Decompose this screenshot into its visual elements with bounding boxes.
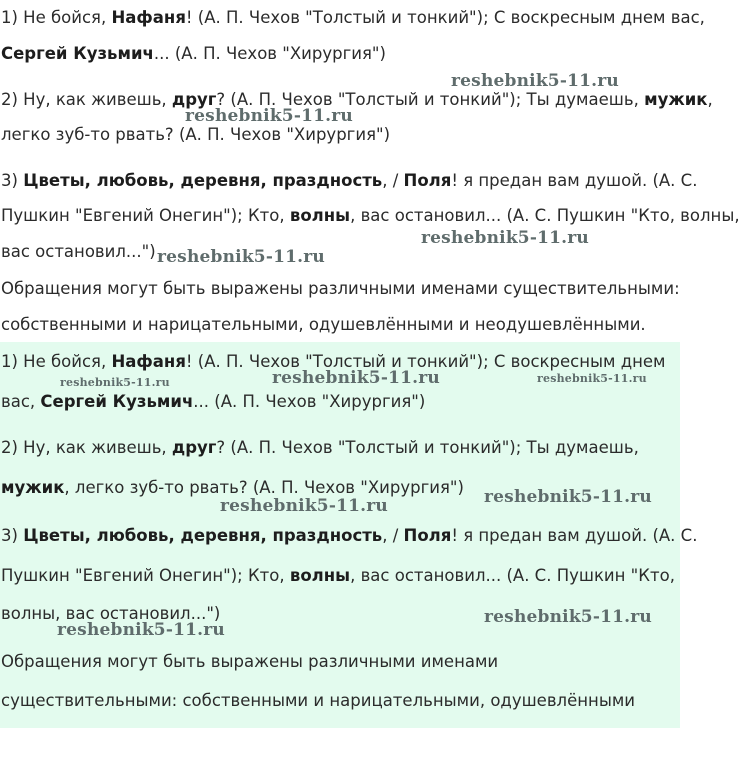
watermark: reshebnik5-11.ru: [451, 71, 619, 91]
text-line: 1) Не бойся, Нафаня! (А. П. Чехов "Толстый и тонкий"); С воскресным днем вас,: [1, 8, 705, 27]
text-line: Обращения могут быть выражены различными именами существительными:: [1, 279, 680, 298]
answer-section: [0, 342, 698, 728]
watermark: reshebnik5-11.ru: [537, 372, 647, 385]
text-line: мужик, легко зуб-то рвать? (А. П. Чехов "Хирургия"): [1, 478, 464, 497]
text-line: 2) Ну, как живешь, друг? (А. П. Чехов "Толстый и тонкий"); Ты думаешь, мужик,: [1, 90, 713, 109]
text-line: собственными и нарицательными, одушевлёнными и неодушевлёнными.: [1, 315, 646, 334]
watermark: reshebnik5-11.ru: [421, 228, 589, 248]
watermark: reshebnik5-11.ru: [484, 607, 652, 627]
text-line: легко зуб-то рвать? (А. П. Чехов "Хирургия"): [1, 125, 391, 144]
exercise-text-section: [0, 0, 740, 342]
text-line: Обращения могут быть выражены различными именами: [1, 652, 499, 671]
text-line: 3) Цветы, любовь, деревня, праздность, / Поля! я предан вам душой. (А. С.: [1, 171, 698, 190]
text-line: вас, Сергей Кузьмич... (А. П. Чехов "Хирургия"): [1, 392, 426, 411]
watermark: reshebnik5-11.ru: [220, 496, 388, 516]
text-line: Сергей Кузьмич... (А. П. Чехов "Хирургия"): [1, 44, 386, 63]
watermark: reshebnik5-11.ru: [484, 487, 652, 507]
watermark: reshebnik5-11.ru: [185, 106, 353, 126]
watermark: reshebnik5-11.ru: [60, 376, 170, 389]
watermark: reshebnik5-11.ru: [272, 368, 440, 388]
text-line: существительными: собственными и нарицательными, одушевлёнными: [1, 691, 636, 710]
text-line: Пушкин "Евгений Онегин"); Кто, волны, вас остановил... (А. С. Пушкин "Кто,: [1, 566, 675, 585]
watermark: reshebnik5-11.ru: [57, 620, 225, 640]
text-line: 3) Цветы, любовь, деревня, праздность, / Поля! я предан вам душой. (А. С.: [1, 526, 698, 545]
text-line: волны, вас остановил..."): [1, 604, 221, 623]
text-line: вас остановил..."): [1, 242, 156, 261]
text-line: 1) Не бойся, Нафаня! (А. П. Чехов "Толстый и тонкий"); С воскресным днем: [1, 352, 666, 371]
text-line: 2) Ну, как живешь, друг? (А. П. Чехов "Толстый и тонкий"); Ты думаешь,: [1, 438, 639, 457]
watermark: reshebnik5-11.ru: [157, 247, 325, 267]
text-line: Пушкин "Евгений Онегин"); Кто, волны, вас остановил... (А. С. Пушкин "Кто, волны,: [1, 206, 740, 225]
